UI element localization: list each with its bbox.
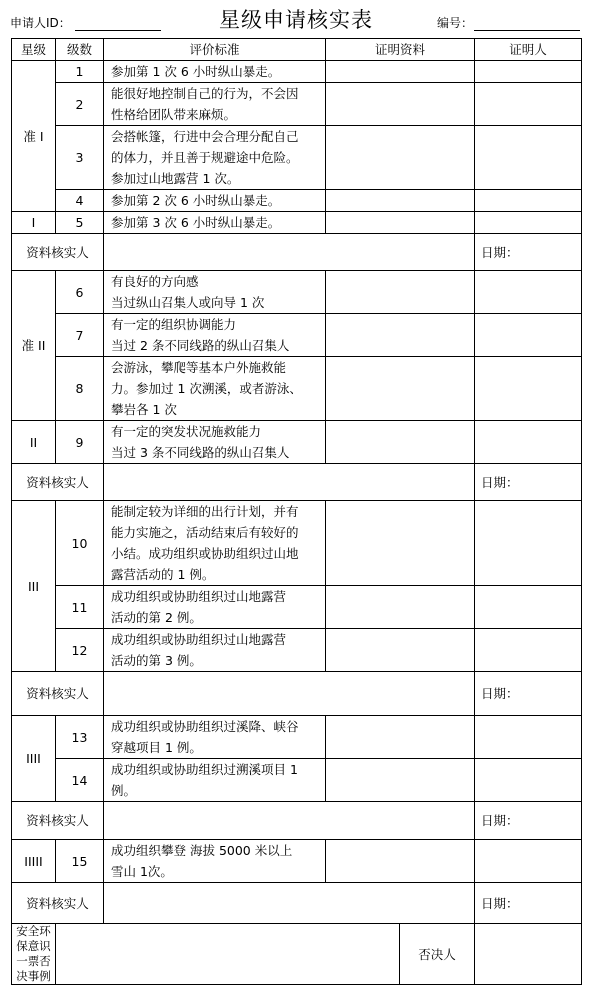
criteria-line: 成功组织或协助组织过溯溪项目 1 <box>111 762 298 777</box>
witness-cell[interactable] <box>475 271 582 314</box>
witness-cell[interactable] <box>475 421 582 464</box>
proof-material-cell[interactable] <box>326 83 475 126</box>
col-header-criteria: 评价标准 <box>104 39 326 61</box>
criteria-cell <box>104 314 326 357</box>
criteria-line: 雪山 1次。 <box>111 864 173 879</box>
criteria-line: 成功组织或协助组织过山地露营 <box>111 589 287 604</box>
criteria-line: 成功组织攀登 海拔 5000 米以上 <box>111 843 293 858</box>
level-number-cell: 11 <box>56 586 104 629</box>
applicant-id-label: 申请人ID： <box>10 16 71 30</box>
criteria-line: 的体力，并且善于规避途中危险。 <box>111 150 299 165</box>
verifier-label: 资料核实人 <box>12 883 104 924</box>
criteria-line: 参加第 3 次 6 小时纵山暴走。 <box>111 215 281 230</box>
criteria-line: 露营活动的 1 例。 <box>111 567 215 582</box>
col-header-star: 星级 <box>12 39 56 61</box>
verifier-label: 资料核实人 <box>12 672 104 716</box>
level-number-cell: 3 <box>56 126 104 190</box>
verify-date-cell[interactable]: 日期： <box>475 234 582 271</box>
criteria-cell <box>104 126 326 190</box>
level-number-cell: 14 <box>56 759 104 802</box>
table-row <box>12 271 582 314</box>
verifier-signature-cell[interactable] <box>104 464 475 501</box>
verify-row <box>12 464 582 501</box>
verify-date-cell[interactable]: 日期： <box>475 672 582 716</box>
page-title: 星级申请核实表 <box>219 8 373 32</box>
level-number-cell: 12 <box>56 629 104 672</box>
level-number-cell: 15 <box>56 840 104 883</box>
criteria-line: 会搭帐篷，行进中会合理分配自己 <box>111 129 299 144</box>
col-header-proof: 证明资料 <box>326 39 475 61</box>
level-number-cell: 8 <box>56 357 104 421</box>
verify-date-cell[interactable]: 日期： <box>475 883 582 924</box>
criteria-cell <box>104 212 326 234</box>
verify-row <box>12 234 582 271</box>
criteria-line: 参加第 2 次 6 小时纵山暴走。 <box>111 193 281 208</box>
proof-material-cell[interactable] <box>326 586 475 629</box>
table-row <box>12 357 582 421</box>
criteria-line: 有良好的方向感 <box>111 274 199 289</box>
verify-row <box>12 883 582 924</box>
witness-cell[interactable] <box>475 212 582 234</box>
criteria-cell <box>104 629 326 672</box>
proof-material-cell[interactable] <box>326 840 475 883</box>
criteria-line: 活动的第 2 例。 <box>111 610 202 625</box>
veto-case-label <box>12 924 56 985</box>
verify-row <box>12 802 582 840</box>
verify-date-cell[interactable]: 日期： <box>475 464 582 501</box>
criteria-cell <box>104 61 326 83</box>
table-row <box>12 212 582 234</box>
verifier-signature-cell[interactable] <box>104 883 475 924</box>
criteria-line: 当过 2 条不同线路的纵山召集人 <box>111 338 290 353</box>
criteria-cell <box>104 840 326 883</box>
criteria-line: 能很好地控制自己的行为，不会因 <box>111 86 299 101</box>
criteria-line: 当过纵山召集人或向导 1 次 <box>111 295 265 310</box>
star-application-table <box>11 38 582 985</box>
criteria-line: 活动的第 3 例。 <box>111 653 202 668</box>
criteria-line: 成功组织或协助组织过溪降、峡谷 <box>111 719 299 734</box>
criteria-line: 参加第 1 次 6 小时纵山暴走。 <box>111 64 281 79</box>
number-label: 编号： <box>437 16 474 30</box>
proof-material-cell[interactable] <box>326 629 475 672</box>
star-level-cell: II <box>12 421 56 464</box>
star-level-cell: 准 I <box>12 61 56 212</box>
witness-cell[interactable] <box>475 190 582 212</box>
witness-cell[interactable] <box>475 501 582 586</box>
verifier-signature-cell[interactable] <box>104 234 475 271</box>
col-header-level: 级数 <box>56 39 104 61</box>
verify-row <box>12 672 582 716</box>
criteria-cell <box>104 759 326 802</box>
table-row <box>12 314 582 357</box>
verifier-signature-cell[interactable] <box>104 802 475 840</box>
proof-material-cell[interactable] <box>326 357 475 421</box>
criteria-line: 当过 3 条不同线路的纵山召集人 <box>111 445 290 460</box>
criteria-line: 攀岩各 1 次 <box>111 402 177 417</box>
star-level-cell: IIIII <box>12 840 56 883</box>
proof-material-cell[interactable] <box>326 759 475 802</box>
witness-cell[interactable] <box>475 61 582 83</box>
verifier-signature-cell[interactable] <box>104 672 475 716</box>
criteria-line: 例。 <box>111 783 137 798</box>
verifier-label: 资料核实人 <box>12 464 104 501</box>
star-level-cell: I <box>12 212 56 234</box>
proof-material-cell[interactable] <box>326 190 475 212</box>
criteria-cell <box>104 716 326 759</box>
table-row <box>12 61 582 83</box>
level-number-cell: 6 <box>56 271 104 314</box>
verifier-label: 资料核实人 <box>12 234 104 271</box>
proof-material-cell[interactable] <box>326 212 475 234</box>
criteria-cell <box>104 357 326 421</box>
proof-material-cell[interactable] <box>326 501 475 586</box>
proof-material-cell[interactable] <box>326 421 475 464</box>
level-number-cell: 7 <box>56 314 104 357</box>
criteria-cell <box>104 501 326 586</box>
witness-cell[interactable] <box>475 840 582 883</box>
criteria-line: 性格给团队带来麻烦。 <box>111 107 237 122</box>
veto-case-label-line2: 一票否决事例 <box>16 954 51 983</box>
level-number-cell: 9 <box>56 421 104 464</box>
witness-cell[interactable] <box>475 716 582 759</box>
veto-person-cell[interactable] <box>475 924 582 985</box>
criteria-cell <box>104 586 326 629</box>
criteria-cell <box>104 271 326 314</box>
level-number-cell: 4 <box>56 190 104 212</box>
level-number-cell: 10 <box>56 501 104 586</box>
veto-person-label: 否决人 <box>400 924 475 985</box>
table-row <box>12 586 582 629</box>
verify-date-cell[interactable]: 日期： <box>475 802 582 840</box>
table-row <box>12 126 582 190</box>
level-number-cell: 1 <box>56 61 104 83</box>
veto-case-content-cell[interactable] <box>56 924 400 985</box>
table-row <box>12 759 582 802</box>
witness-cell[interactable] <box>475 83 582 126</box>
table-row <box>12 840 582 883</box>
criteria-line: 穿越项目 1 例。 <box>111 740 202 755</box>
criteria-line: 能制定较为详细的出行计划，并有 <box>111 504 299 519</box>
col-header-witness: 证明人 <box>475 39 582 61</box>
proof-material-cell[interactable] <box>326 126 475 190</box>
star-level-cell: III <box>12 501 56 672</box>
proof-material-cell[interactable] <box>326 271 475 314</box>
proof-material-cell[interactable] <box>326 716 475 759</box>
witness-cell[interactable] <box>475 586 582 629</box>
criteria-cell <box>104 421 326 464</box>
verifier-label: 资料核实人 <box>12 802 104 840</box>
criteria-line: 能力实施之，活动结束后有较好的 <box>111 525 299 540</box>
criteria-line: 有一定的突发状况施救能力 <box>111 424 262 439</box>
number-field[interactable] <box>474 30 580 31</box>
table-row <box>12 716 582 759</box>
level-number-cell: 5 <box>56 212 104 234</box>
star-level-cell: 准 II <box>12 271 56 421</box>
level-number-cell: 2 <box>56 83 104 126</box>
proof-material-cell[interactable] <box>326 61 475 83</box>
criteria-cell <box>104 83 326 126</box>
table-row <box>12 501 582 586</box>
veto-row <box>12 924 582 985</box>
star-level-cell: IIII <box>12 716 56 802</box>
criteria-line: 会游泳，攀爬等基本户外施救能 <box>111 360 287 375</box>
witness-cell[interactable] <box>475 314 582 357</box>
level-number-cell: 13 <box>56 716 104 759</box>
criteria-line: 小结。成功组织或协助组织过山地 <box>111 546 299 561</box>
table-row <box>12 421 582 464</box>
table-row <box>12 83 582 126</box>
proof-material-cell[interactable] <box>326 314 475 357</box>
witness-cell[interactable] <box>475 629 582 672</box>
criteria-line: 参加过山地露营 1 次。 <box>111 171 240 186</box>
table-body <box>12 39 582 985</box>
table-row <box>12 190 582 212</box>
criteria-line: 有一定的组织协调能力 <box>111 317 237 332</box>
criteria-line: 成功组织或协助组织过山地露营 <box>111 632 287 647</box>
witness-cell[interactable] <box>475 126 582 190</box>
witness-cell[interactable] <box>475 759 582 802</box>
header-row <box>12 39 582 61</box>
witness-cell[interactable] <box>475 357 582 421</box>
table-row <box>12 629 582 672</box>
criteria-line: 力。参加过 1 次溯溪，或者游泳、 <box>111 381 302 396</box>
criteria-cell <box>104 190 326 212</box>
veto-case-label-line1: 安全环保意识 <box>16 924 51 953</box>
